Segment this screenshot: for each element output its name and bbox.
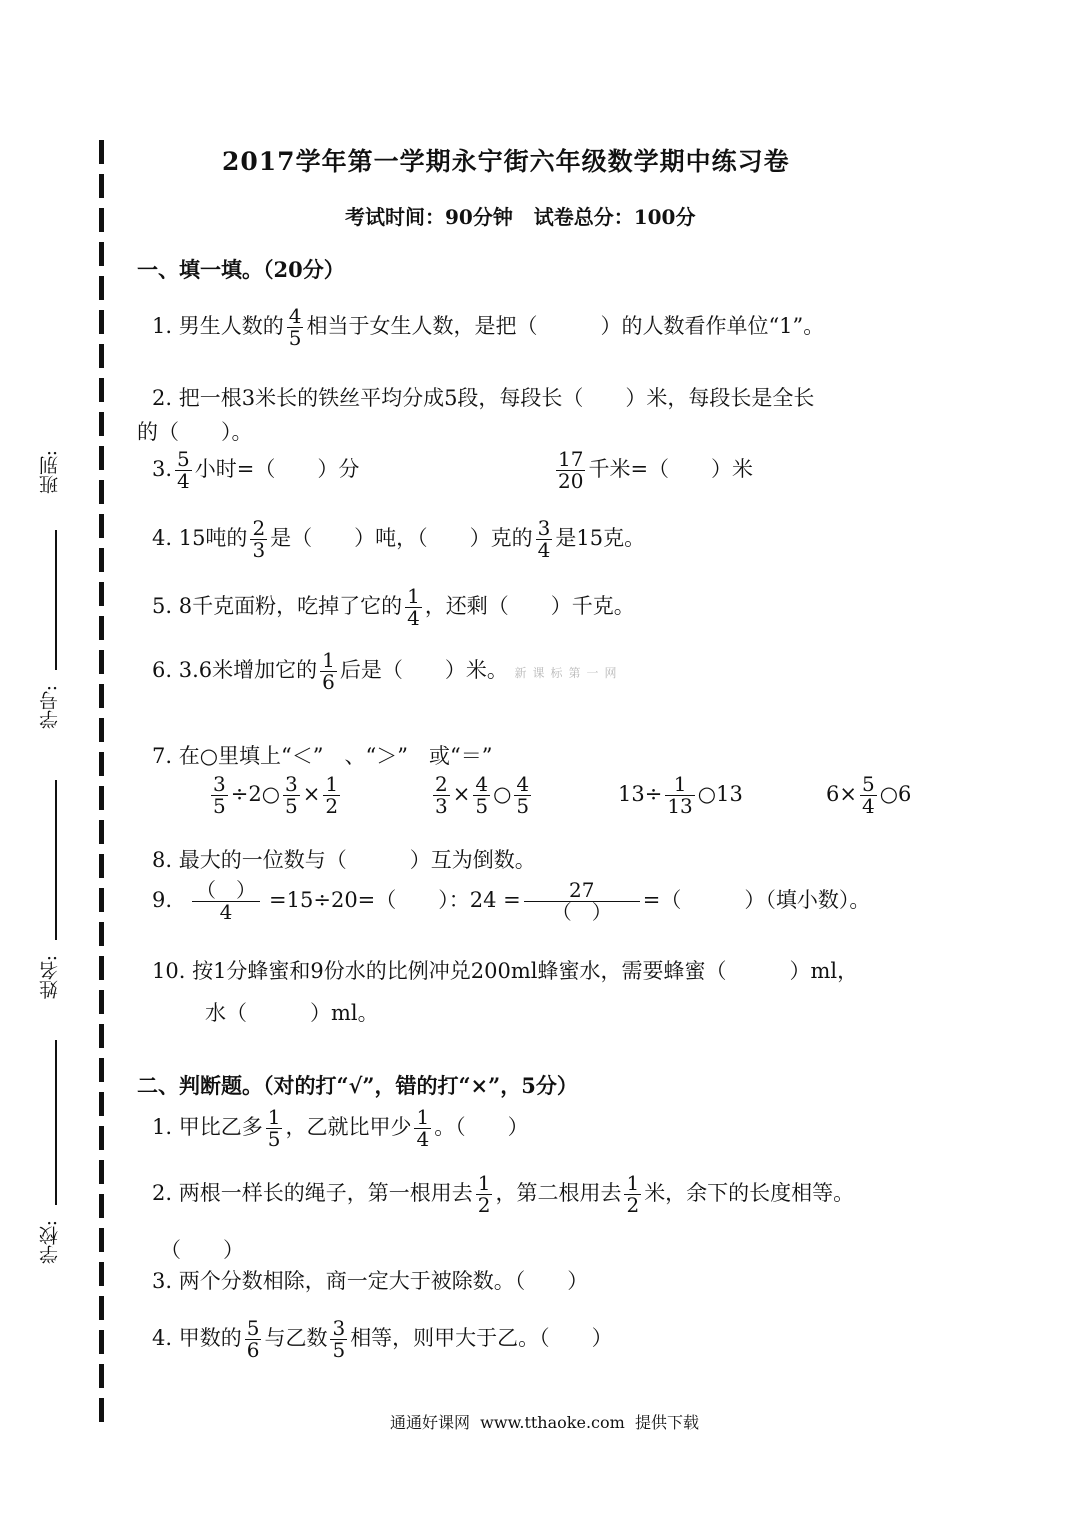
s2-question-2-line2: （ ）	[160, 1238, 244, 1262]
s1-question-2-line2: 的（ ）。	[137, 420, 253, 444]
name-blank-line	[55, 1040, 57, 1205]
class-label: 班别:	[39, 450, 61, 495]
class-blank-line	[55, 530, 57, 670]
s1-question-10-line2: 水（ ）ml。	[205, 1001, 379, 1025]
s1-question-8: 8. 最大的一位数与（ ）互为倒数。	[152, 848, 536, 872]
s1-q7-expr-3: 13÷ $\frac{1}{13}$ ○13	[618, 772, 743, 818]
s2-question-4: 4. 甲数的 $\frac{5}{6}$ 与乙数 $\frac{3}{5}$ 相等，则甲大于乙。（ ）	[152, 1316, 613, 1362]
s1-question-2-line1: 2. 把一根3米长的铁丝平均分成5段，每段长（ ）米，每段长是全长	[152, 386, 815, 410]
s1-question-7: 7. 在○里填上“＜” 、“＞” 或“＝”	[152, 744, 493, 768]
s1-question-6: 6. 3.6米增加它的 $\frac{1}{6}$ 后是（ ）米。 新课标第一网	[152, 648, 623, 694]
s2-question-2: 2. 两根一样长的绳子，第一根用去 $\frac{1}{2}$ ，第二根用去 $\frac{1}{2}$ 米，余下的长度相等。	[152, 1171, 855, 1217]
school-label: 学校:	[39, 1220, 61, 1265]
section1-heading: 一、填一填。（20分）	[137, 257, 345, 282]
s2-question-3: 3. 两个分数相除，商一定大于被除数。（ ）	[152, 1269, 589, 1293]
number-label: 学号:	[39, 685, 61, 730]
s1-q7-expr-4: 6× $\frac{5}{4}$ ○6	[826, 772, 912, 818]
exam-info: 考试时间：90分钟 试卷总分：100分	[345, 205, 696, 229]
footer-source: 通通好课网 www.tthaoke.com 提供下载	[390, 1413, 699, 1432]
s1-question-9: 9. $\frac{( )}{4}$ =15÷20=（ ）：24 = $\frac{27}{( )}$ =（ ）（填小数）。	[152, 878, 871, 924]
s1-q7-expr-1: $\frac{3}{5}$ ÷2○ $\frac{3}{5}$ × $\frac{1}{2}$	[213, 772, 339, 818]
number-blank-line	[55, 780, 57, 940]
s1-question-1: 1. 男生人数的 $\frac{4}{5}$ 相当于女生人数，是把（ ）的人数看作单位“1”。	[152, 304, 825, 350]
binding-dashed-line	[99, 140, 104, 1430]
s1-question-5: 5. 8千克面粉，吃掉了它的 $\frac{1}{4}$ ，还剩（ ）千克。	[152, 584, 635, 630]
section2-heading: 二、判断题。（对的打“√”，错的打“×”，5分）	[137, 1073, 578, 1098]
s1-q7-expr-2: $\frac{2}{3}$ × $\frac{4}{5}$ ○ $\frac{4}{5}$	[435, 772, 530, 818]
s1-question-3a: 3. $\frac{5}{4}$ 小时=（ ）分	[152, 447, 360, 493]
s1-question-3b: $\frac{17}{20}$ 千米=（ ）米	[558, 447, 754, 493]
s2-question-1: 1. 甲比乙多 $\frac{1}{5}$ ，乙就比甲少 $\frac{1}{4}$ 。（ ）	[152, 1105, 529, 1151]
s1-question-10-line1: 10. 按1分蜂蜜和9份水的比例冲兑200ml蜂蜜水，需要蜂蜜（ ）ml，	[152, 959, 859, 983]
page-title: 2017学年第一学期永宁街六年级数学期中练习卷	[222, 147, 790, 176]
watermark-text: 新课标第一网	[514, 666, 623, 680]
name-label: 姓名:	[39, 955, 61, 1000]
s1-question-4: 4. 15吨的 $\frac{2}{3}$ 是（ ）吨，（ ）克的 $\frac{3}{4}$ 是15克。	[152, 516, 646, 562]
